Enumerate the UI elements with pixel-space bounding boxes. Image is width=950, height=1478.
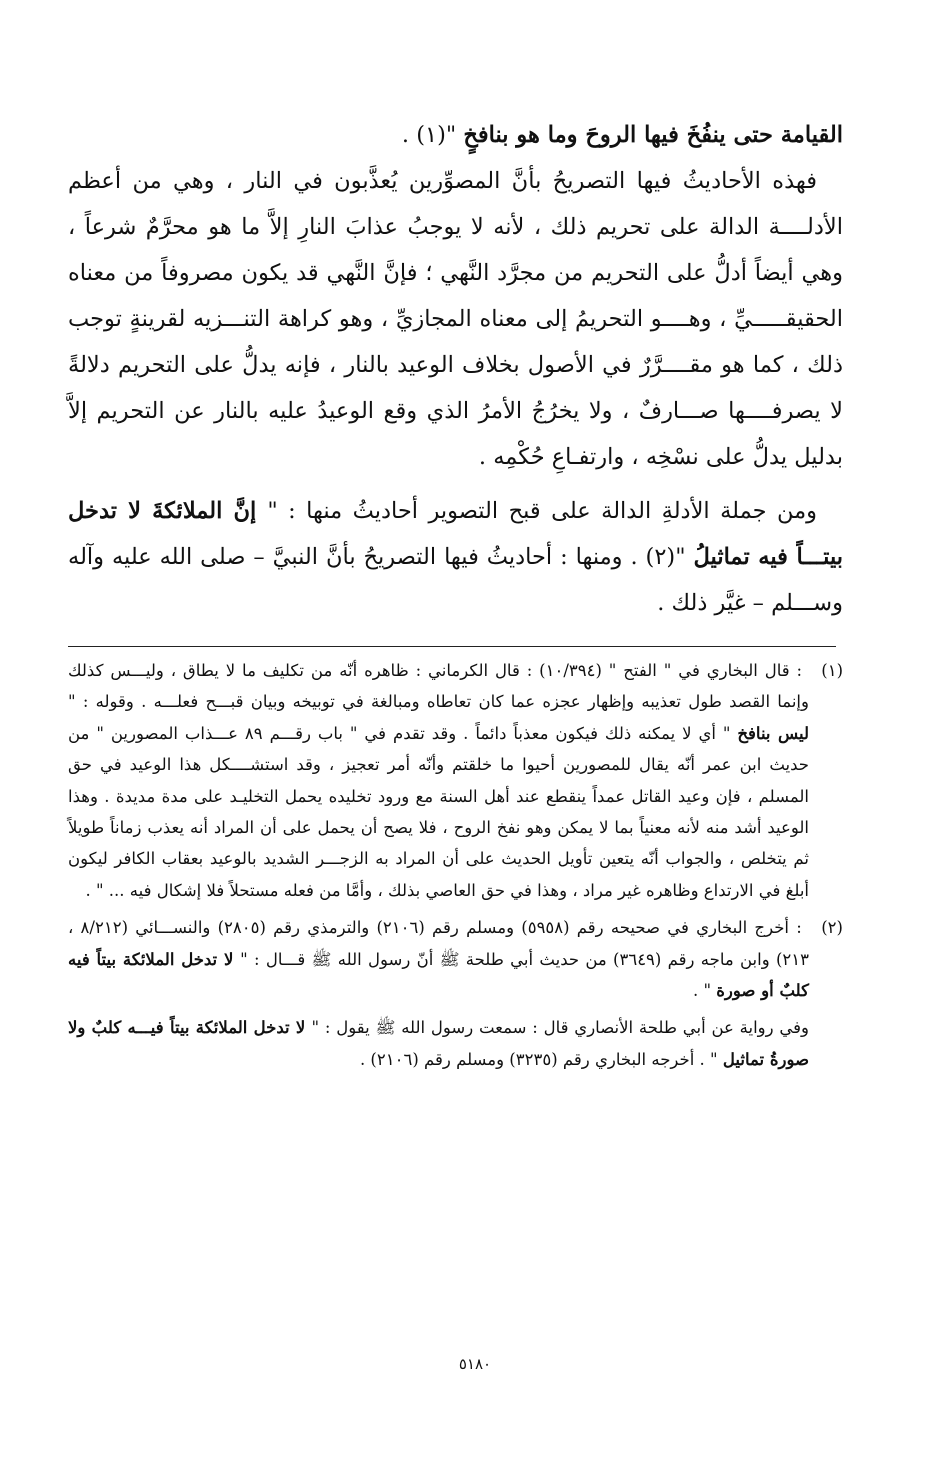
footnote-1-bold: ليس بنافخ — [737, 723, 809, 743]
book-page — [68, 112, 843, 1075]
footnote-1-text-b: " أي لا يمكنه ذلك فيكون معذباً دائماً . وقد تقدم في " باب رقـــم ٨٩ عـــذاب المصورين " من حديث ابن عمر أنّه يقال للمصورين أحيوا ما خلقتم وأنّه أمر تعجيز ، وقد استشــــكل هذا الوعيد في حق المسلم ، فإن وعيد القاتل عمداً ينقطع عند أهل السنة مع ورود تخليده يحمل التخليـد على مدة مديدة . وهذا الوعيد أشد منه لأنه معنياً بما لا يمكن وهو نفخ الروح ، فلا يصح أن يحمل على أن المراد أنه يعذب زماناً طويلاً ثم يتخلص ، والجواب أنّه يتعين تأويل الحديث على أن المراد به الزجـــر الشديد بالوعيد بعقاب الكافر ليكون أبلغ في الارتداع وظاهره غير مراد ، وهذا في حق العاصي بذلك ، وأمَّا من فعله مستحلاً فلا إشكال فيه ... " . — [68, 723, 809, 900]
footnote-2-text-b: " . — [692, 981, 717, 1001]
footnote-2-continuation — [68, 1012, 843, 1075]
paragraph-3 — [68, 488, 843, 626]
footnote-divider — [68, 646, 836, 647]
footnote-1 — [68, 655, 843, 906]
paragraph-3-rest: . ومنها : أحاديثُ فيها التصريحُ بأنَّ النبيَّ – صلى الله عليه وآله وســـلم – غيَّر ذلك . — [68, 544, 843, 616]
footnote-3-text-a: وفي رواية عن أبي طلحة الأنصاري قال : سمعت رسول الله ﷺ يقول : " — [311, 1018, 809, 1038]
footnote-3-text-b: " . أخرجه البخاري رقم (٣٢٣٥) ومسلم رقم (٢١٠٦) . — [359, 1049, 723, 1069]
paragraph-1 — [68, 112, 843, 158]
bold-quote-2: إنَّ الملائكةَ لا تدخل بيتـــاً فيه تماثيلُ — [68, 498, 844, 570]
footnotes — [68, 655, 843, 1075]
footnote-2-bold: لا تدخل الملائكة بيتاً فيه كلبٌ أو صورة — [68, 949, 809, 1001]
footnote-ref-2: "(٢) — [645, 544, 694, 570]
footnote-2-text-a: : أخرج البخاري في صحيحه رقم (٥٩٥٨) ومسلم رقم (٢١٠٦) والترمذي رقم (٢٨٠٥) والنســـائي (٨/٢١٢ ، ٢١٣) وابن ماجه رقم (٣٦٤٩) من حديث أبي طلحة ﷺ أنّ رسول الله ﷺ قـــال : " — [68, 918, 809, 969]
footnote-1-number: (١) — [821, 661, 843, 680]
paragraph-1-end: . — [401, 122, 417, 148]
footnote-ref-1: "(١) — [416, 122, 457, 148]
bold-quote-1: القيامة حتى ينفُخَ فيها الروحَ وما هو بنافخٍ — [463, 122, 843, 148]
paragraph-3-intro: ومن جملة الأدلةِ الدالة على قبح التصوير أحاديثُ منها : " — [267, 498, 817, 524]
footnote-1-text-a: : قال البخاري في " الفتح " (١٠/٣٩٤) : قال الكرماني : ظاهره أنّه من تكليف ما لا يطاق ، وليـــس كذلك وإنما القصد طول تعذيبه وإظهار عجزه عما كان تعاطاه ومبالغة في توبيخه وبيان قبـــح فعلـــه . وقوله : " — [68, 661, 809, 712]
footnote-2 — [68, 912, 843, 1006]
page-number: ٥١٨٠ — [458, 1355, 492, 1373]
footnote-3-bold: لا تدخل الملائكة بيتاً فيـــه كلبٌ ولا صورةُ تماثيل — [68, 1018, 809, 1069]
footnote-2-number: (٢) — [821, 918, 843, 938]
paragraph-2: فهذه الأحاديثُ فيها التصريحُ بأنَّ المصوِّرين يُعذَّبون في النار ، وهي من أعظم الأدلــــة الدالة على تحريم ذلك ، لأنه لا يوجبُ عذابَ النارِ إلاَّ ما هو محرَّمٌ شرعاً ، وهي أيضاً أدلُّ على التحريم من مجرَّد النَّهي ؛ فإنَّ النَّهي قد يكون مصروفاً من معناه الحقيقـــــيِّ ، وهــــو التحريمُ إلى معناه المجازيِّ ، وهو كراهة التنـــزيه لقرينةٍ توجب ذلك ، كما هو مقــــرَّرٌ في الأصول بخلاف الوعيد بالنار ، فإنه يدلُّ على التحريم دلالةً لا يصرفــــها صـــارفٌ ، ولا يخرُجُ الأمرُ الذي وقع الوعيدُ عليه بالنار عن التحريم إلاَّ بدليل يدلُّ على نسْخِه ، وارتفـاعِ حُكْمِه . — [68, 168, 843, 470]
main-text — [68, 112, 843, 626]
